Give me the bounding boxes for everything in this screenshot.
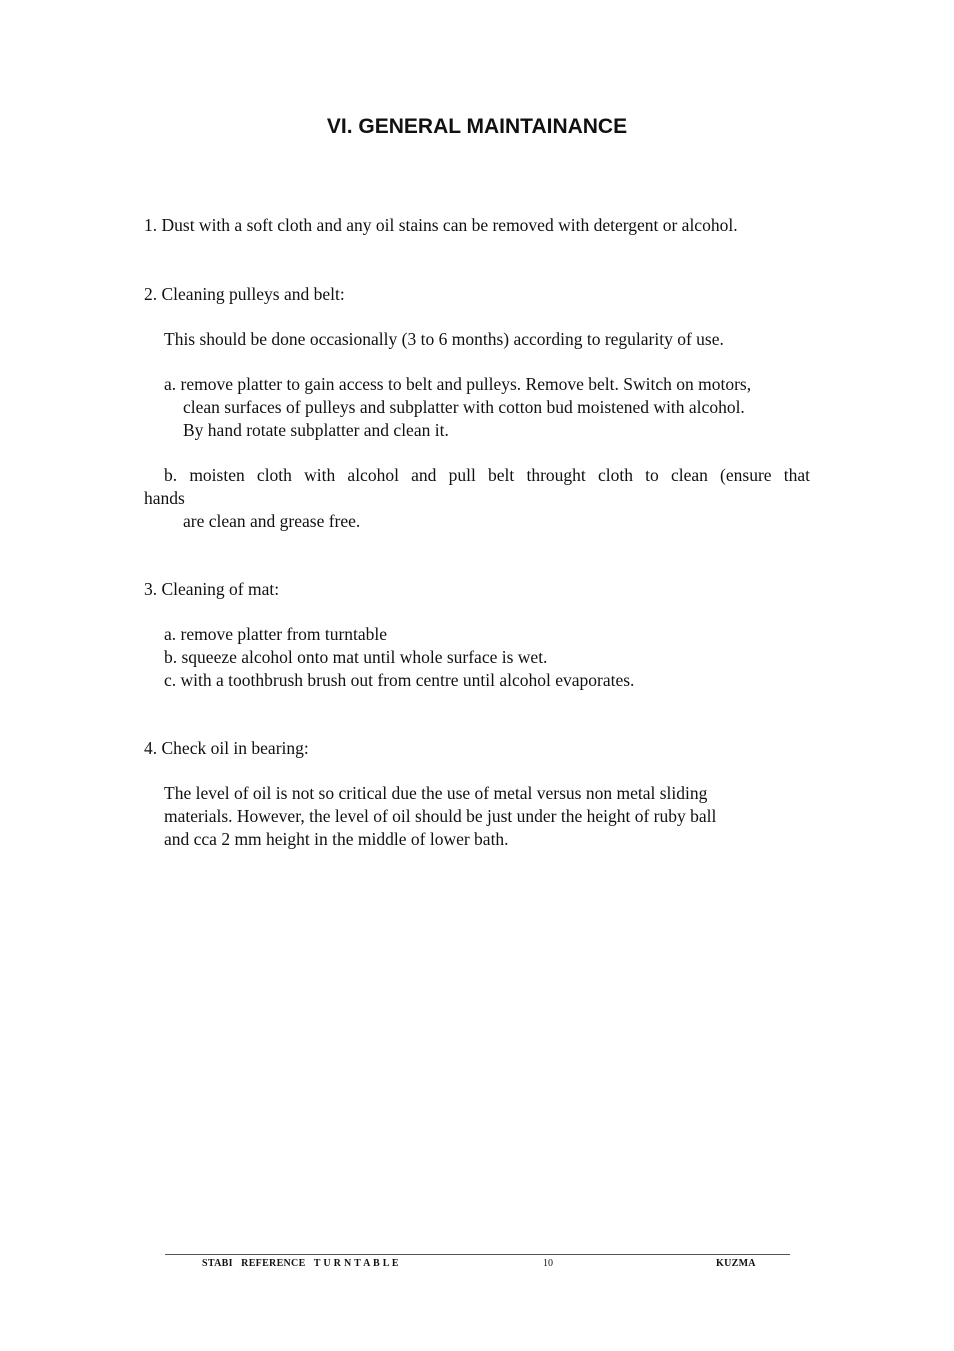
item-2b-line-2: hands — [144, 488, 185, 508]
item-3a: a. remove platter from turntable — [164, 624, 388, 644]
footer-brand: KUZMA — [716, 1258, 756, 1269]
item-4-line-1: The level of oil is not so critical due the use of metal versus non metal sliding — [164, 783, 708, 803]
item-2a-line-2: clean surfaces of pulleys and subplatter with cotton bud moistened with alcohol. — [183, 397, 745, 417]
item-3-heading: 3. Cleaning of mat: — [144, 579, 280, 599]
item-1-text: 1. Dust with a soft cloth and any oil stains can be removed with detergent or alcohol. — [144, 215, 738, 235]
page-title: VI. GENERAL MAINTAINANCE — [326, 115, 628, 138]
footer-document-title: STABI REFERENCE T U R N T A B L E — [202, 1258, 399, 1269]
item-2b-line-1 — [144, 464, 810, 487]
item-2-intro: This should be done occasionally (3 to 6 months) according to regularity of use. — [164, 329, 724, 349]
item-2a-line-1: a. remove platter to gain access to belt and pulleys. Remove belt. Switch on motors, — [164, 374, 752, 394]
item-3b: b. squeeze alcohol onto mat until whole surface is wet. — [164, 647, 548, 667]
footer-page-number: 10 — [543, 1258, 553, 1269]
item-2-heading: 2. Cleaning pulleys and belt: — [144, 284, 345, 304]
item-4-line-2: materials. However, the level of oil should be just under the height of ruby ball — [164, 806, 717, 826]
item-3c: c. with a toothbrush brush out from centre until alcohol evaporates. — [164, 670, 635, 690]
item-4-heading: 4. Check oil in bearing: — [144, 738, 309, 758]
footer-divider — [165, 1254, 790, 1255]
item-2a-line-3: By hand rotate subplatter and clean it. — [183, 420, 449, 440]
item-2b-line-1-text: b. moisten cloth with alcohol and pull belt throught cloth to clean (ensure that — [164, 465, 810, 485]
item-2b-line-3: are clean and grease free. — [183, 511, 361, 531]
item-4-line-3: and cca 2 mm height in the middle of lower bath. — [164, 829, 509, 849]
